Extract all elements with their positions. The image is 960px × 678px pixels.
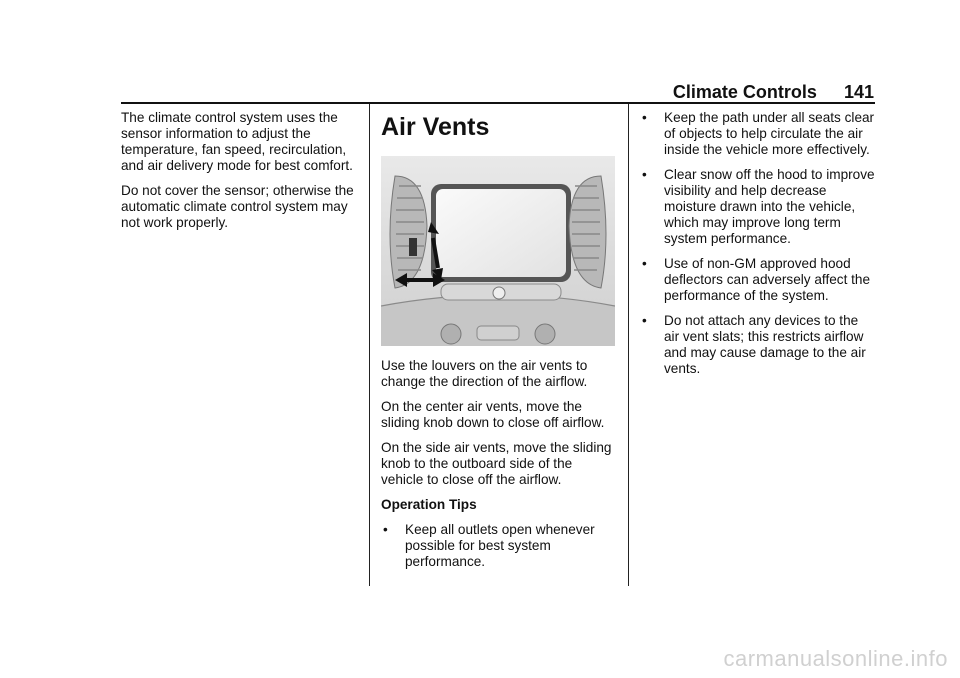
column-3 [640,110,876,386]
page-number: 141 [843,82,874,102]
list-item [640,110,876,158]
list-item-text: Keep all outlets open whenever possible for best system performance. [405,522,595,569]
list-item-text: Do not attach any devices to the air vent slats; this restricts airflow and may cause damage to the air vents. [664,313,866,376]
bullet-icon: • [383,522,388,537]
paragraph: Use the louvers on the air vents to change the direction of the airflow. [381,358,588,389]
bullet-icon: • [642,110,647,125]
list-item [640,313,876,377]
bullet-icon: • [642,256,647,271]
paragraph: Do not cover the sensor; otherwise the automatic climate control system may not work properly. [121,183,354,230]
paragraph: The climate control system uses the sensor information to adjust the temperature, fan speed, recirculation, and air delivery mode for best comfort. [121,110,353,173]
column-divider-2 [628,104,629,586]
column-2 [381,110,617,579]
column-1 [121,110,359,240]
subheading: Operation Tips [381,497,477,512]
paragraph: On the center air vents, move the sliding knob down to close off airflow. [381,399,605,430]
air-vents-illustration [381,156,615,346]
page-header [673,82,874,103]
bullet-icon: • [642,313,647,328]
list-item-text: Use of non-GM approved hood deflectors can adversely affect the performance of the system. [664,256,871,303]
paragraph: On the side air vents, move the sliding knob to the outboard side of the vehicle to close off the airflow. [381,440,612,487]
list-item [640,256,876,304]
list-item [381,522,617,570]
section-title: Air Vents [381,113,490,141]
column-divider-1 [369,104,370,586]
watermark: carmanualsonline.info [723,646,948,671]
bullet-list [640,110,876,377]
list-item-text: Keep the path under all seats clear of objects to help circulate the air inside the vehicle more effectively. [664,110,875,157]
list-item [640,167,876,247]
bullet-list [381,522,617,570]
list-item-text: Clear snow off the hood to improve visibility and help decrease moisture drawn into the vehicle, which may improve long term system performance. [664,167,875,246]
section-header-title: Climate Controls [672,82,817,102]
bullet-icon: • [642,167,647,182]
